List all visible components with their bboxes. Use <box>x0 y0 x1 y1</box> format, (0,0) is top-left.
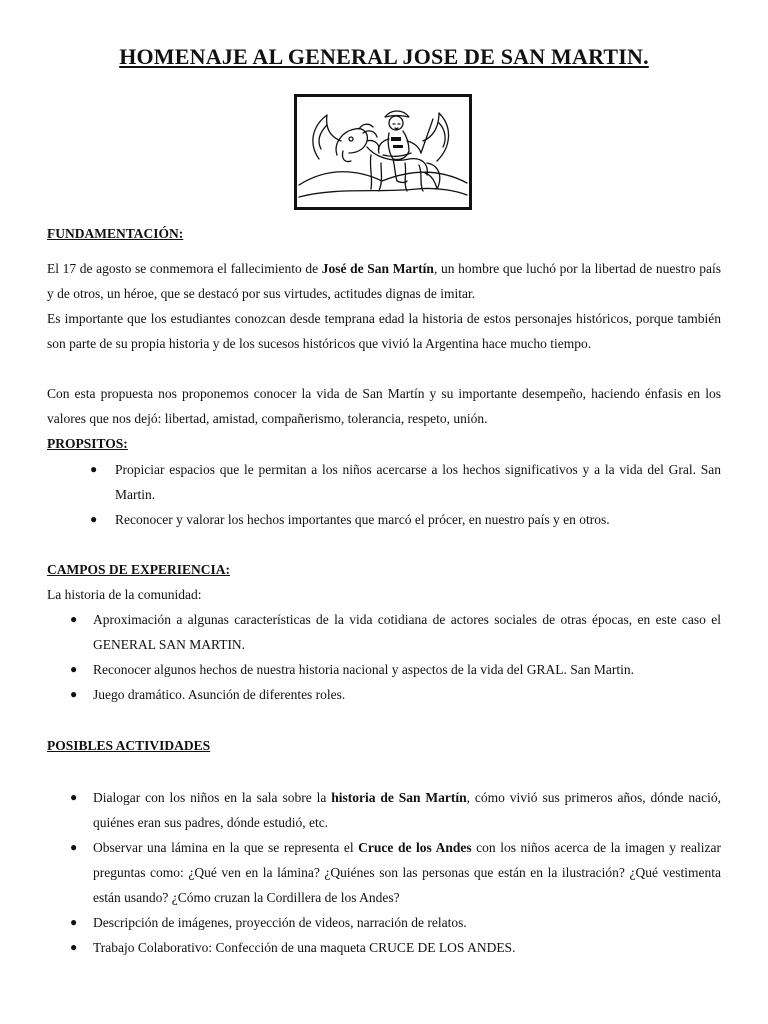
bullet-icon: ● <box>70 940 78 954</box>
fundamentacion-paragraph-3: Con esta propuesta nos proponemos conocer la vida de San Martín y su importante desempeño, haciendo énfasis en los valores que nos dejó: libertad, amistad, compañerismo, tolerancia, respeto, unión. <box>47 386 721 426</box>
list-item <box>70 682 721 707</box>
campos-heading: CAMPOS DE EXPERIENCIA: <box>47 562 231 577</box>
bullet-icon: ● <box>90 512 98 526</box>
san-martin-horse-illustration <box>294 94 472 210</box>
list-item-text: Trabajo Colaborativo: Confección de una maqueta CRUCE DE LOS ANDES. <box>93 940 516 955</box>
actividad-1-text-c: , cómo vivió sus primeros años, dónde nació, quiénes eran sus padres, dónde estudió, etc. <box>93 790 721 830</box>
actividades-list <box>70 785 721 960</box>
propositos-heading: PROPSITOS: <box>47 436 128 451</box>
campos-subtitle: La historia de la comunidad: <box>47 587 202 602</box>
bullet-icon: ● <box>70 840 78 854</box>
list-item-text: Juego dramático. Asunción de diferentes roles. <box>93 687 346 702</box>
list-item-text: Propiciar espacios que le permitan a los niños acercarse a los hechos significativos y a la vida del Gral. San Martin. <box>115 462 721 502</box>
fundamentacion-paragraph-2: Es importante que los estudiantes conozcan desde temprana edad la historia de estos personajes históricos, porque también son parte de su propia historia y de los sucesos históricos que vivió la Argentina hace mucho tiempo. <box>47 311 721 351</box>
illustration-drawing <box>297 97 469 207</box>
campos-list <box>70 607 721 707</box>
list-item <box>90 507 721 532</box>
list-item <box>70 607 721 657</box>
actividad-2-text-a: Observar una lámina en la que se representa el <box>93 840 359 855</box>
actividades-heading: POSIBLES ACTIVIDADES <box>47 738 211 753</box>
actividad-2-text-c: con los niños acerca de la imagen y realizar preguntas como: ¿Qué ven en la lámina? ¿Quiénes son las personas que están en la ilustración? ¿Qué vestimenta están usando? ¿Cómo cruzan la Cordillera de los Andes? <box>93 840 721 905</box>
bullet-icon: ● <box>70 790 78 804</box>
actividad-2-bold: Cruce de los Andes <box>358 840 472 855</box>
propositos-list <box>90 457 721 532</box>
list-item-text: Reconocer algunos hechos de nuestra historia nacional y aspectos de la vida del GRAL. San Martin. <box>93 662 634 677</box>
actividad-1-bold: historia de San Martín <box>331 790 467 805</box>
bullet-icon: ● <box>90 462 98 476</box>
fundamentacion-p1-text-a: El 17 de agosto se conmemora el fallecimiento de <box>47 261 322 276</box>
list-item <box>70 785 721 835</box>
list-item <box>70 835 721 910</box>
list-item <box>90 457 721 507</box>
fundamentacion-p1-bold: José de San Martín <box>321 261 434 276</box>
fundamentacion-paragraph-1 <box>47 256 721 306</box>
bullet-icon: ● <box>70 612 78 626</box>
list-item-text: Descripción de imágenes, proyección de videos, narración de relatos. <box>93 915 467 930</box>
fundamentacion-p1-text-c: , un hombre que luchó por la libertad de nuestro país y de otros, un héroe, que se destacó por sus virtudes, actitudes dignas de imitar. <box>47 261 721 301</box>
actividad-1-text-a: Dialogar con los niños en la sala sobre la <box>93 790 332 805</box>
list-item-text: Reconocer y valorar los hechos importantes que marcó el prócer, en nuestro país y en otros. <box>115 512 610 527</box>
page-title: HOMENAJE AL GENERAL JOSE DE SAN MARTIN. <box>119 44 649 69</box>
bullet-icon: ● <box>70 687 78 701</box>
list-item <box>70 657 721 682</box>
bullet-icon: ● <box>70 915 78 929</box>
bullet-icon: ● <box>70 662 78 676</box>
list-item <box>70 935 721 960</box>
fundamentacion-heading: FUNDAMENTACIÓN: <box>47 226 184 241</box>
list-item-text: Aproximación a algunas características de la vida cotidiana de actores sociales de otras épocas, en este caso el GENERAL SAN MARTIN. <box>93 612 721 652</box>
list-item <box>70 910 721 935</box>
